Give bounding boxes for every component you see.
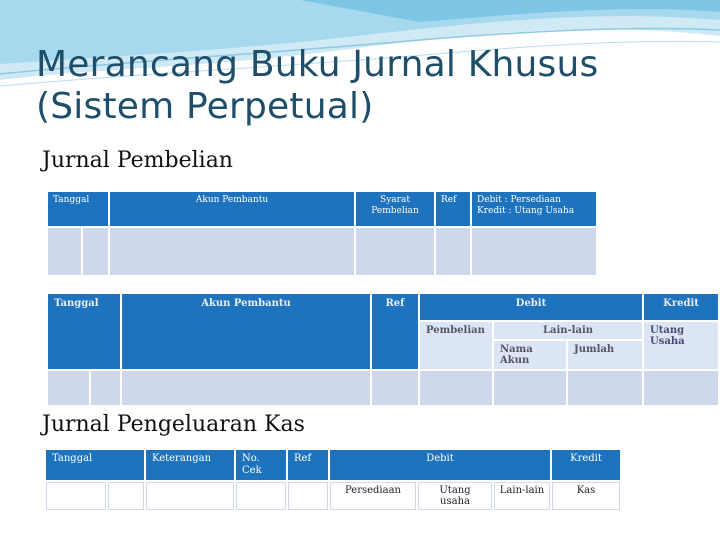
subheader-kas: Kas <box>552 482 620 510</box>
empty-cell <box>48 371 89 405</box>
empty-cell <box>372 371 418 405</box>
empty-cell <box>236 482 286 510</box>
subheader-lain-lain: Lain-lain <box>494 322 642 339</box>
empty-cell <box>91 371 120 405</box>
slide-title <box>36 44 598 128</box>
subheader-nama-akun: Nama Akun <box>494 341 566 369</box>
col-header-keterangan: Keterangan <box>146 450 234 480</box>
col-header-kredit: Kredit <box>644 294 718 320</box>
empty-cell <box>122 371 370 405</box>
col-header-no-cek: No. Cek <box>236 450 286 480</box>
jurnal-pembelian-table-simple <box>46 190 598 277</box>
empty-cell <box>356 228 434 275</box>
jurnal-pembelian-table-multicolumn <box>46 292 720 407</box>
subheader-lain-lain: Lain-lain <box>494 482 550 510</box>
kredit-utang-usaha-label: Kredit : Utang Usaha <box>477 206 575 216</box>
debit-persediaan-label: Debit : Persediaan <box>477 195 561 205</box>
col-header-akun-pembantu: Akun Pembantu <box>110 192 354 226</box>
section-heading-jurnal-pengeluaran-kas: Jurnal Pengeluaran Kas <box>42 412 305 437</box>
empty-cell <box>420 371 492 405</box>
empty-cell <box>110 228 354 275</box>
table-row <box>48 228 596 275</box>
empty-cell <box>83 228 108 275</box>
col-header-akun-pembantu: Akun Pembantu <box>122 294 370 369</box>
empty-cell <box>644 371 718 405</box>
empty-cell <box>46 482 106 510</box>
subheader-pembelian: Pembelian <box>420 322 492 369</box>
col-header-ref: Ref <box>288 450 328 480</box>
col-header-tanggal: Tanggal <box>48 294 120 369</box>
empty-cell <box>108 482 144 510</box>
col-header-ref: Ref <box>372 294 418 369</box>
col-header-debit: Debit <box>420 294 642 320</box>
jurnal-pengeluaran-kas-table <box>44 448 622 512</box>
subheader-persediaan: Persediaan <box>330 482 416 510</box>
empty-cell <box>568 371 642 405</box>
subheader-utang-usaha: Utang usaha <box>418 482 492 510</box>
empty-cell <box>472 228 596 275</box>
col-header-syarat-pembelian: Syarat Pembelian <box>356 192 434 226</box>
table-row <box>48 371 718 405</box>
slide-title-line2: (Sistem Perpetual) <box>36 86 374 127</box>
empty-cell <box>288 482 328 510</box>
empty-cell <box>494 371 566 405</box>
empty-cell <box>48 228 81 275</box>
col-header-tanggal: Tanggal <box>46 450 144 480</box>
col-header-kredit: Kredit <box>552 450 620 480</box>
empty-cell <box>146 482 234 510</box>
col-header-debit-kredit <box>472 192 596 226</box>
subheader-jumlah: Jumlah <box>568 341 642 369</box>
section-heading-jurnal-pembelian: Jurnal Pembelian <box>42 148 233 173</box>
col-header-debit: Debit <box>330 450 550 480</box>
subheader-utang-usaha: Utang Usaha <box>644 322 718 369</box>
col-header-tanggal: Tanggal <box>48 192 108 226</box>
col-header-ref: Ref <box>436 192 470 226</box>
slide-title-line1: Merancang Buku Jurnal Khusus <box>36 44 599 85</box>
empty-cell <box>436 228 470 275</box>
